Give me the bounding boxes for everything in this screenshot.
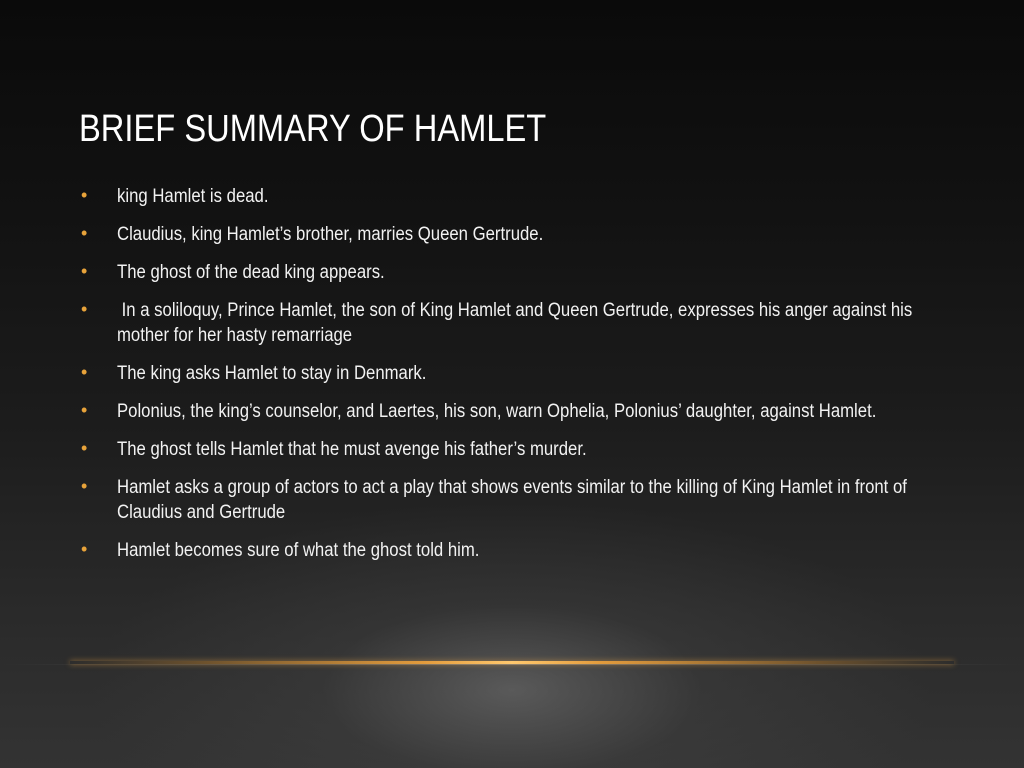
bullet-item bbox=[79, 184, 939, 209]
bullet-icon: • bbox=[81, 185, 88, 205]
bullet-icon: • bbox=[81, 476, 88, 496]
bullet-icon: • bbox=[81, 438, 88, 458]
bullet-text: The ghost tells Hamlet that he must avenge his father’s murder. bbox=[117, 439, 587, 460]
horizon-line-shadow bbox=[0, 664, 1024, 665]
bullet-text: Hamlet becomes sure of what the ghost told him. bbox=[117, 540, 480, 561]
bullet-text: The king asks Hamlet to stay in Denmark. bbox=[117, 363, 427, 384]
bullet-item bbox=[79, 475, 939, 525]
bullet-item bbox=[79, 361, 939, 386]
bullet-text: Hamlet asks a group of actors to act a play that shows events similar to the killing of King Hamlet in front of Claudius and Gertrude bbox=[117, 477, 907, 523]
bullet-icon: • bbox=[81, 539, 88, 559]
bullet-list bbox=[79, 184, 939, 576]
bullet-item bbox=[79, 260, 939, 285]
horizon-glow-line bbox=[70, 661, 954, 664]
bullet-item bbox=[79, 437, 939, 462]
bullet-text: king Hamlet is dead. bbox=[117, 186, 269, 207]
bullet-item bbox=[79, 298, 939, 348]
bullet-icon: • bbox=[81, 400, 88, 420]
bullet-icon: • bbox=[81, 261, 88, 281]
bullet-text: In a soliloquy, Prince Hamlet, the son of King Hamlet and Queen Gertrude, expresses his anger against his mother for her hasty remarriage bbox=[117, 300, 917, 346]
bullet-icon: • bbox=[81, 362, 88, 382]
bullet-text: Polonius, the king’s counselor, and Laertes, his son, warn Ophelia, Polonius’ daughter, against Hamlet. bbox=[117, 401, 877, 422]
bullet-icon: • bbox=[81, 223, 88, 243]
bullet-text: The ghost of the dead king appears. bbox=[117, 262, 385, 283]
bullet-item bbox=[79, 538, 939, 563]
bullet-item bbox=[79, 222, 939, 247]
bullet-item bbox=[79, 399, 939, 424]
bullet-icon: • bbox=[81, 299, 88, 319]
slide-title: BRIEF SUMMARY OF HAMLET bbox=[79, 108, 547, 150]
bullet-text: Claudius, king Hamlet’s brother, marries Queen Gertrude. bbox=[117, 224, 544, 245]
